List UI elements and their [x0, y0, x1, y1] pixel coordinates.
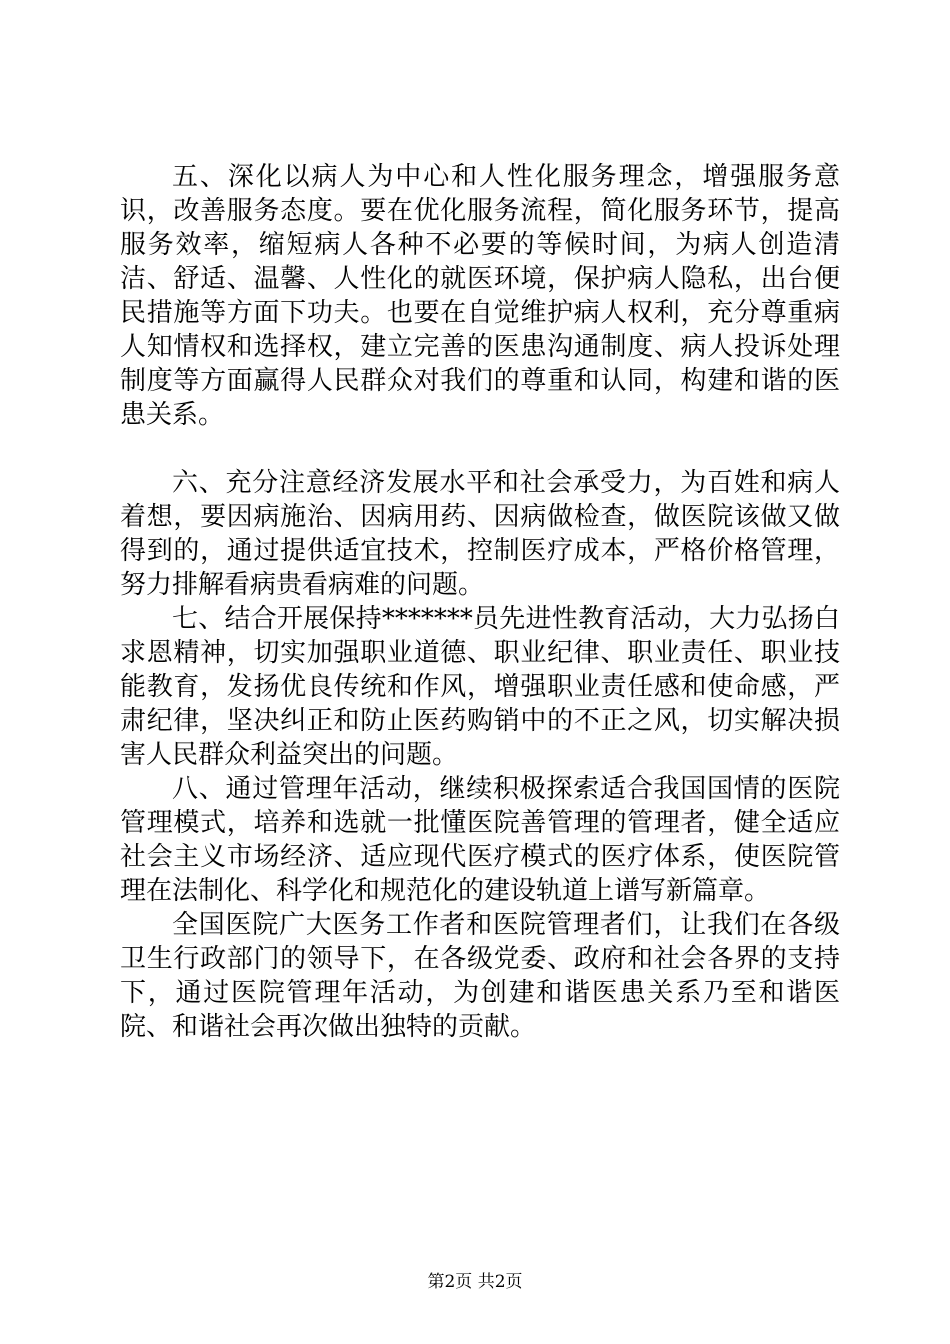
paragraph-eight: 八、通过管理年活动，继续积极探索适合我国国情的医院管理模式，培养和选就一批懂医院善管理的管理者，健全适应社会主义市场经济、适应现代医疗模式的医疗体系，使医院管理在法制化、科学化和规范化的建设轨道上谱写新篇章。 [120, 774, 840, 906]
paragraph-five: 五、深化以病人为中心和人性化服务理念，增强服务意识，改善服务态度。要在优化服务流程，简化服务环节，提高服务效率，缩短病人各种不必要的等候时间，为病人创造清洁、舒适、温馨、人性化的就医环境，保护病人隐私，出台便民措施等方面下功夫。也要在自觉维护病人权利，充分尊重病人知情权和选择权，建立完善的医患沟通制度、病人投诉处理制度等方面赢得人民群众对我们的尊重和认同，构建和谐的医患关系。 [120, 162, 840, 430]
page-number-footer: 第2页 共2页 [427, 1272, 523, 1292]
paragraph-seven: 七、结合开展保持*******员先进性教育活动，大力弘扬白求恩精神，切实加强职业道德、职业纪律、职业责任、职业技能教育，发扬优良传统和作风，增强职业责任感和使命感，严肃纪律，坚决纠正和防止医药购销中的不正之风，切实解决损害人民群众利益突出的问题。 [120, 604, 840, 770]
paragraph-closing: 全国医院广大医务工作者和医院管理者们，让我们在各级卫生行政部门的领导下，在各级党委、政府和社会各界的支持下，通过医院管理年活动，为创建和谐医患关系乃至和谐医院、和谐社会再次做出独特的贡献。 [120, 910, 840, 1042]
document-body [120, 160, 840, 1044]
paragraph-six: 六、充分注意经济发展水平和社会承受力，为百姓和病人着想，要因病施治、因病用药、因病做检查，做医院该做又做得到的，通过提供适宜技术，控制医疗成本，严格价格管理，努力排解看病贵看病难的问题。 [120, 468, 840, 600]
